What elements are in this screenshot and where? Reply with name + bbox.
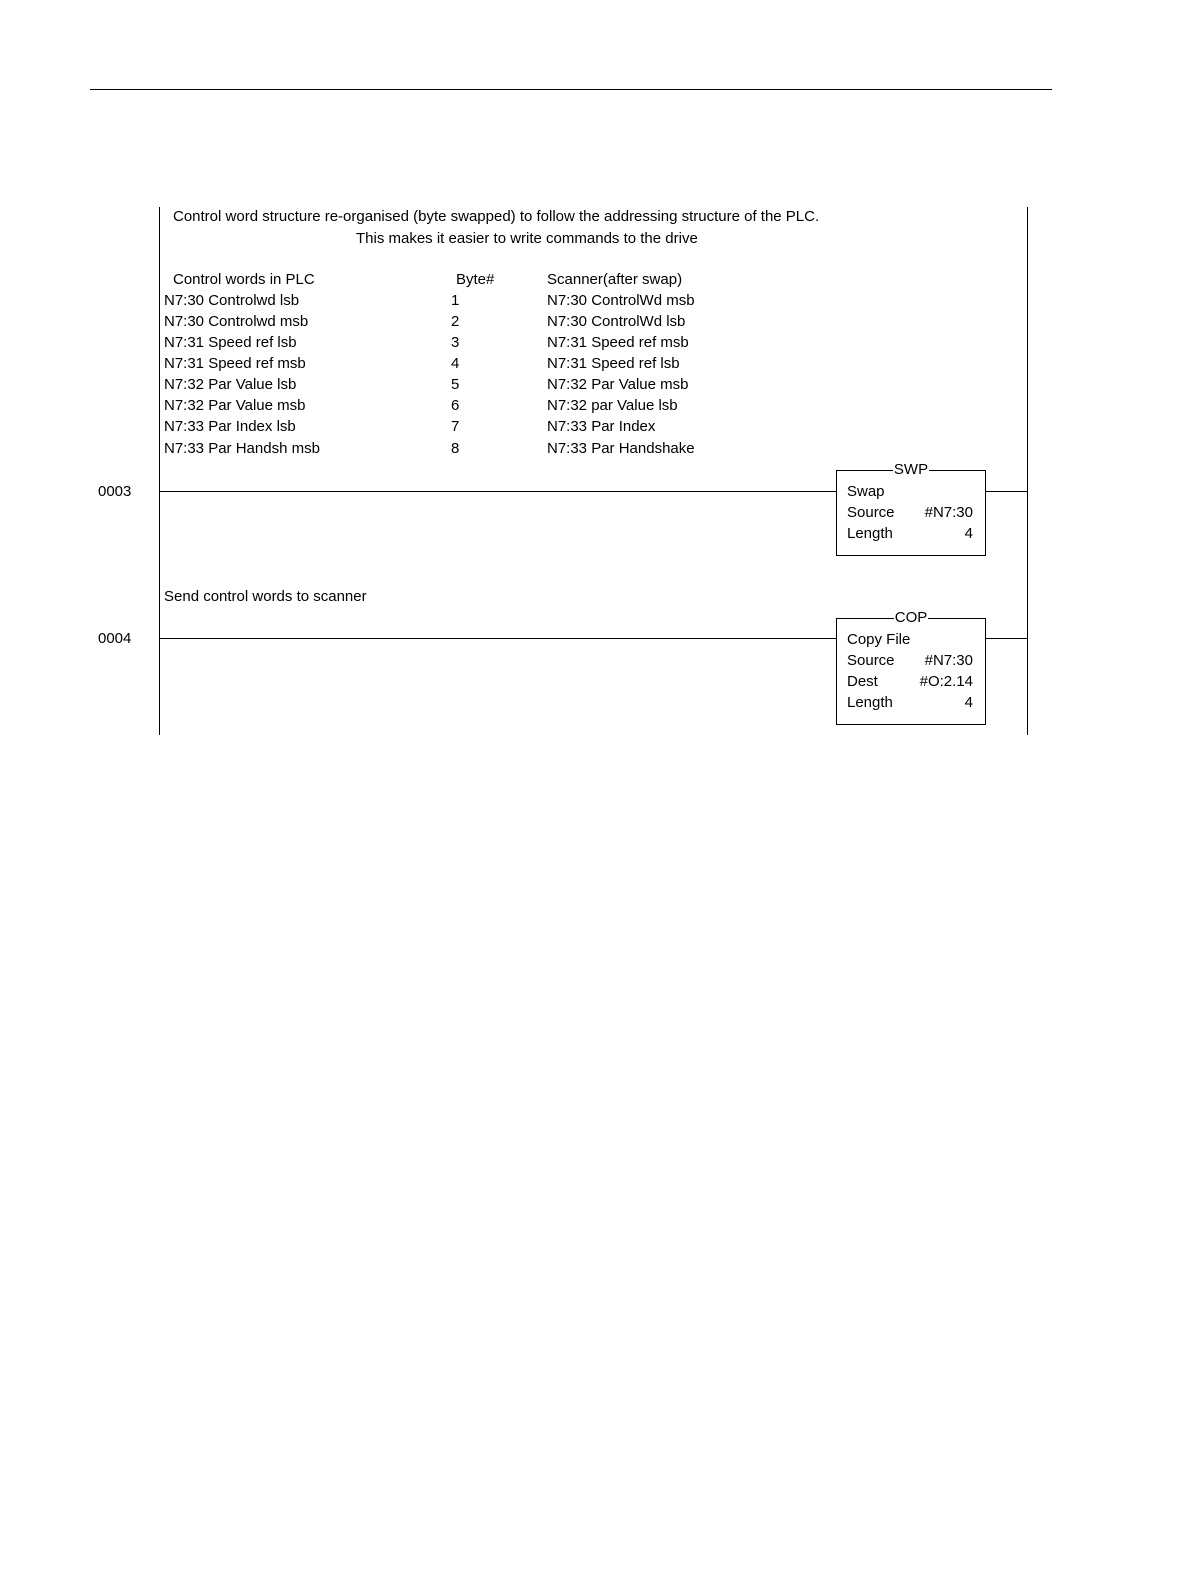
table-row-plc: N7:31 Speed ref msb [164, 355, 306, 372]
instruction-name: Copy File [847, 631, 911, 648]
rung-comment-line-1: Control word structure re-organised (byte swapped) to follow the addressing structure of the PLC. [173, 208, 820, 225]
param-label: Length [847, 694, 893, 711]
instruction-mnemonic: COP [894, 609, 928, 626]
table-row-scanner: N7:32 par Value lsb [547, 397, 678, 414]
param-label: Length [847, 525, 893, 542]
table-row-scanner: N7:30 ControlWd lsb [547, 313, 686, 330]
table-row-byte: 6 [451, 397, 460, 414]
table-row-byte: 1 [451, 292, 460, 309]
instruction-param [847, 504, 973, 522]
instruction-param [847, 694, 973, 712]
table-row-scanner: N7:33 Par Index [547, 418, 656, 435]
param-label: Dest [847, 673, 878, 690]
table-row-plc: N7:32 Par Value lsb [164, 376, 297, 393]
table-row-byte: 8 [451, 440, 460, 457]
instruction-param [847, 525, 973, 543]
rung-wire[interactable] [160, 491, 837, 492]
param-value: 4 [964, 525, 973, 542]
left-power-rail [159, 207, 160, 735]
table-row-byte: 4 [451, 355, 460, 372]
table-row-scanner: N7:32 Par Value msb [547, 376, 689, 393]
table-row-plc: N7:30 Controlwd msb [164, 313, 309, 330]
instruction-param [847, 673, 973, 691]
param-value: 4 [964, 694, 973, 711]
table-row-plc: N7:30 Controlwd lsb [164, 292, 300, 309]
header-scanner-words: Scanner(after swap) [547, 271, 683, 288]
table-row-byte: 7 [451, 418, 460, 435]
cop-instruction-block[interactable] [836, 609, 986, 725]
table-row-scanner: N7:31 Speed ref msb [547, 334, 689, 351]
rung-wire-out [985, 638, 1027, 639]
table-row-scanner: N7:33 Par Handshake [547, 440, 695, 457]
swp-instruction-block[interactable] [836, 461, 986, 556]
table-row-plc: N7:33 Par Index lsb [164, 418, 296, 435]
table-row-byte: 5 [451, 376, 460, 393]
instruction-mnemonic: SWP [893, 461, 929, 478]
table-row-scanner: N7:31 Speed ref lsb [547, 355, 680, 372]
table-row-plc: N7:33 Par Handsh msb [164, 440, 320, 457]
param-value: #O:2.14 [919, 673, 973, 690]
rung-comment-line-2: This makes it easier to write commands to the drive [356, 230, 698, 247]
rung-wire-out [985, 491, 1027, 492]
rung-comment: Send control words to scanner [164, 588, 367, 605]
param-value: #N7:30 [924, 652, 973, 669]
param-label: Source [847, 652, 895, 669]
instruction-name: Swap [847, 483, 885, 500]
header-plc-words: Control words in PLC [173, 271, 315, 288]
header-byte-number: Byte# [456, 271, 495, 288]
rung-number: 0003 [98, 483, 132, 500]
table-row-plc: N7:31 Speed ref lsb [164, 334, 297, 351]
param-value: #N7:30 [924, 504, 973, 521]
page-header-rule [90, 89, 1052, 90]
table-row-byte: 2 [451, 313, 460, 330]
instruction-param [847, 652, 973, 670]
table-row-plc: N7:32 Par Value msb [164, 397, 306, 414]
param-label: Source [847, 504, 895, 521]
rung-number: 0004 [98, 630, 132, 647]
rung-wire[interactable] [160, 638, 837, 639]
table-row-scanner: N7:30 ControlWd msb [547, 292, 695, 309]
table-row-byte: 3 [451, 334, 460, 351]
right-power-rail [1027, 207, 1028, 735]
